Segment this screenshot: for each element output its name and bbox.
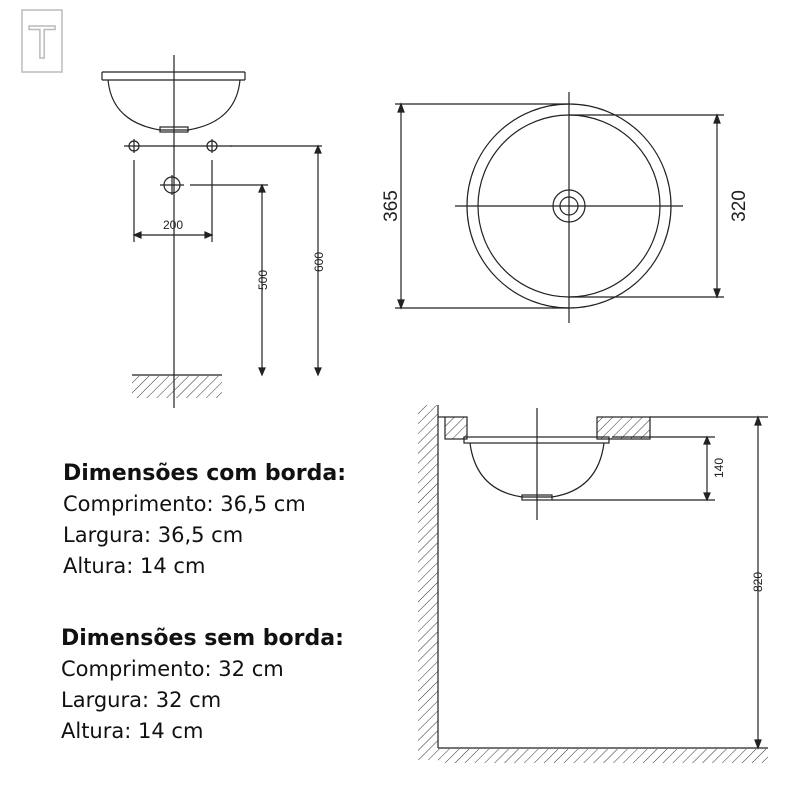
dimension-500-label: 500	[256, 269, 270, 291]
installation-floor-hatch	[438, 749, 768, 763]
spec-key: Largura:	[61, 688, 150, 712]
wall-hatch	[418, 405, 438, 760]
spec-key: Comprimento:	[63, 492, 214, 516]
specs-with-rim	[63, 458, 346, 582]
logo-letter: T	[27, 16, 57, 68]
dimension-365-label: 365	[381, 190, 402, 222]
spec-key: Largura:	[63, 523, 152, 547]
spec-width-with-rim	[63, 520, 346, 551]
spec-width-without-rim	[61, 685, 344, 716]
spec-key: Altura:	[61, 719, 132, 743]
spec-length-without-rim	[61, 654, 344, 685]
spec-value: 32 cm	[218, 657, 284, 681]
floor-hatch	[132, 376, 222, 398]
spec-length-with-rim	[63, 489, 346, 520]
dimension-200-label: 200	[162, 218, 184, 232]
spec-height-with-rim	[63, 551, 346, 582]
brand-logo	[22, 10, 62, 72]
spec-value: 14 cm	[140, 554, 206, 578]
specs-without-rim-heading: Dimensões sem borda:	[61, 626, 344, 651]
specs-without-rim	[61, 623, 344, 747]
dimension-320-label: 320	[729, 190, 750, 222]
dimension-600-label: 600	[312, 251, 326, 273]
spec-value: 32 cm	[155, 688, 222, 712]
dimension-140-label: 140	[712, 457, 726, 479]
spec-key: Altura:	[63, 554, 134, 578]
specs-with-rim-heading: Dimensões com borda:	[63, 461, 347, 486]
spec-value: 36,5 cm	[157, 523, 244, 547]
spec-value: 36,5 cm	[220, 492, 306, 516]
spec-key: Comprimento:	[61, 657, 212, 681]
drain-outlet	[160, 175, 184, 195]
spec-height-without-rim	[61, 716, 344, 747]
side-view	[102, 55, 322, 408]
countertop-left	[445, 417, 467, 439]
top-view	[395, 92, 724, 323]
spec-value: 14 cm	[138, 719, 204, 743]
countertop-right	[597, 417, 650, 439]
dimension-820-label: 820	[751, 571, 765, 593]
